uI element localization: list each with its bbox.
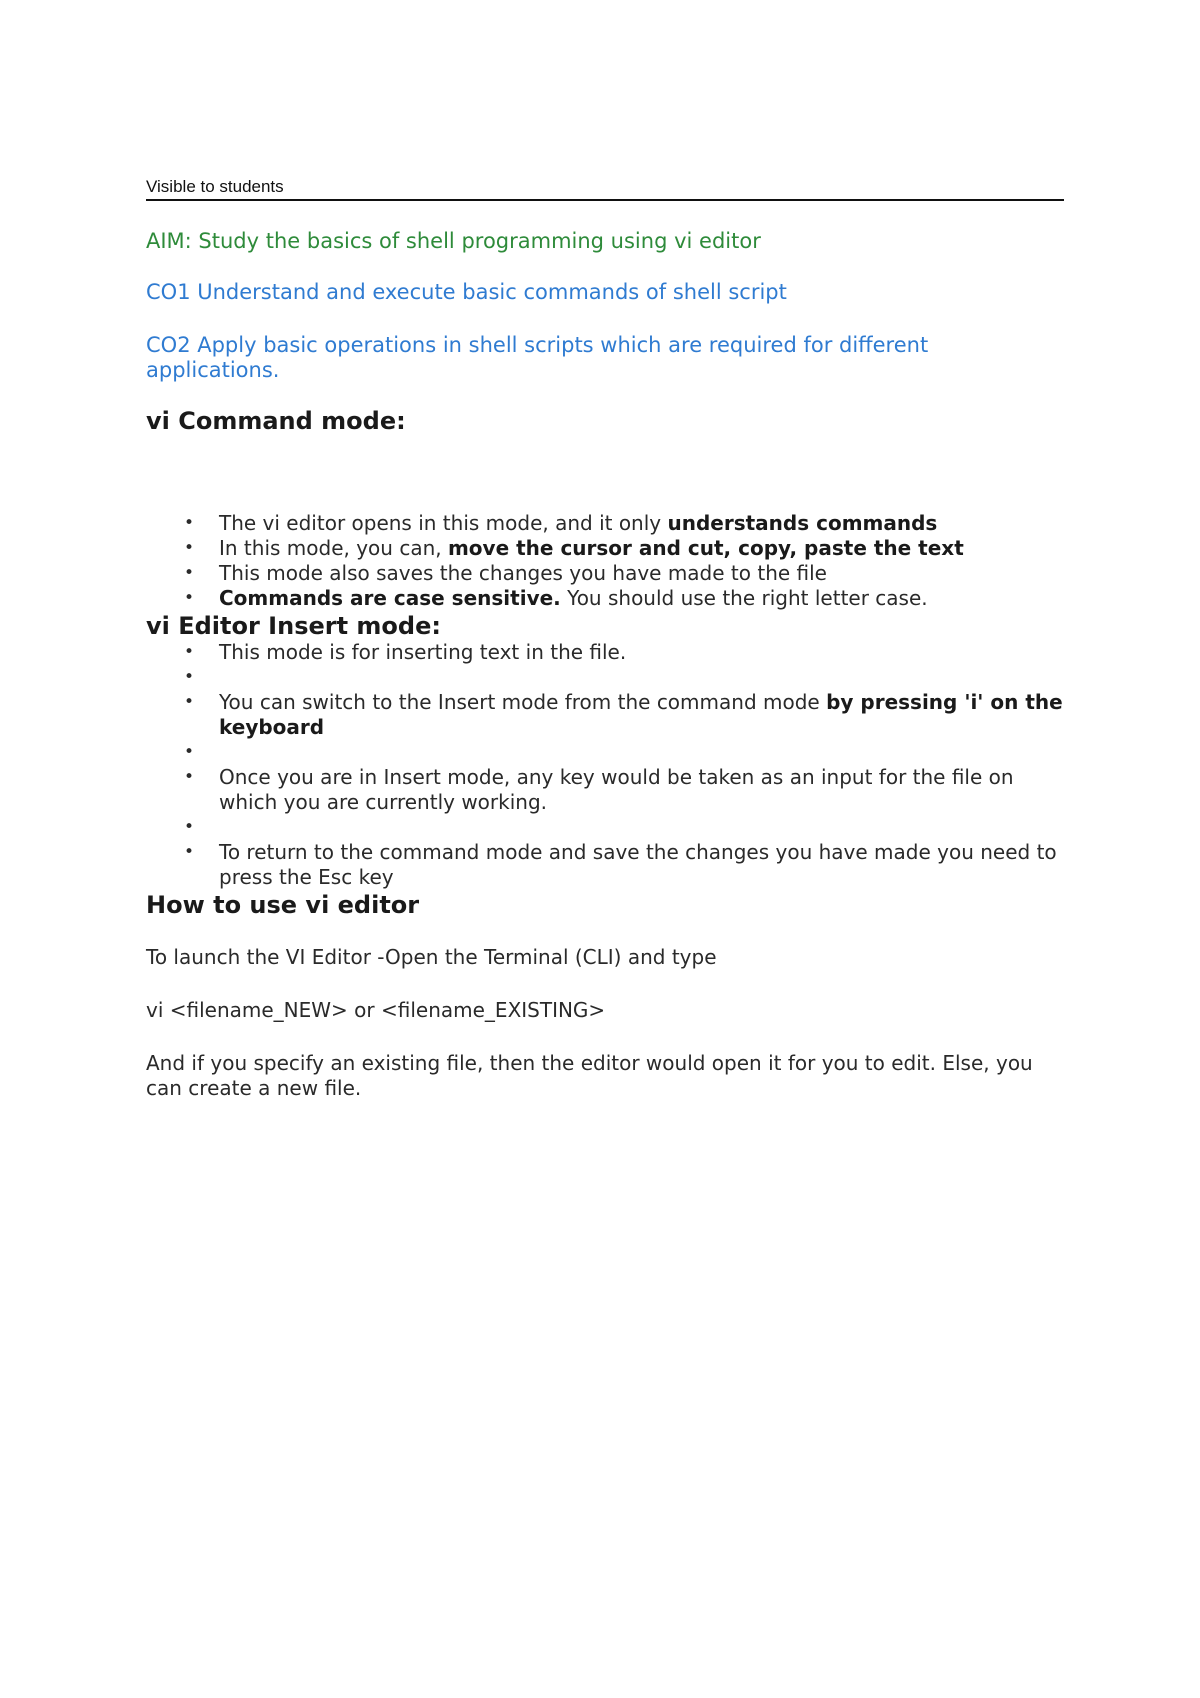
- list-item: [146, 815, 1064, 840]
- list-item: • Once you are in Insert mode, any key would be taken as an input for the file on which you are currently working.: [184, 765, 1014, 814]
- bullet-icon: •: [184, 767, 195, 787]
- launch-instruction: To launch the VI Editor -Open the Terminal (CLI) and type: [146, 945, 717, 969]
- bullet-icon: •: [184, 742, 195, 762]
- bullet-icon: •: [184, 667, 195, 687]
- bullet-icon: •: [184, 563, 195, 583]
- how-to-heading: How to use vi editor: [146, 891, 420, 919]
- list-item: • This mode is for inserting text in the file.: [184, 640, 627, 664]
- list-item: • This mode also saves the changes you have made to the file: [184, 561, 827, 585]
- bullet-icon: •: [184, 588, 195, 608]
- command-mode-list: [146, 511, 1064, 611]
- command-mode-heading: vi Command mode:: [146, 407, 406, 435]
- bullet-icon: •: [184, 538, 195, 558]
- bullet-icon: •: [184, 817, 195, 837]
- list-item: • To return to the command mode and save the changes you have made you need to press the Esc key: [184, 840, 1057, 889]
- list-item: [146, 665, 1064, 690]
- course-outcome-co2: CO2 Apply basic operations in shell scripts which are required for different applications.: [146, 333, 929, 382]
- list-item: • The vi editor opens in this mode, and it only understands commands: [184, 511, 938, 535]
- list-item: [146, 740, 1064, 765]
- insert-mode-heading: vi Editor Insert mode:: [146, 612, 441, 640]
- bullet-icon: •: [184, 692, 195, 712]
- document-page: [146, 176, 1064, 1129]
- list-item: • Commands are case sensitive. You should use the right letter case.: [184, 586, 928, 610]
- aim-statement: AIM: Study the basics of shell programming using vi editor: [146, 229, 761, 253]
- bullet-icon: •: [184, 642, 195, 662]
- insert-mode-list: [146, 640, 1064, 890]
- vi-command-syntax: vi <filename_NEW> or <filename_EXISTING>: [146, 998, 606, 1022]
- course-outcome-co1: CO1 Understand and execute basic commands of shell script: [146, 280, 787, 304]
- list-item: • In this mode, you can, move the cursor and cut, copy, paste the text: [184, 536, 964, 560]
- header-divider: [146, 199, 1064, 201]
- visibility-label: Visible to students: [146, 177, 284, 196]
- bullet-icon: •: [184, 513, 195, 533]
- bullet-icon: •: [184, 842, 195, 862]
- list-item: • You can switch to the Insert mode from the command mode by pressing 'i' on the keyboard: [184, 690, 1063, 739]
- existing-file-note: And if you specify an existing file, then the editor would open it for you to edit. Else, you can create a new file.: [146, 1051, 1033, 1100]
